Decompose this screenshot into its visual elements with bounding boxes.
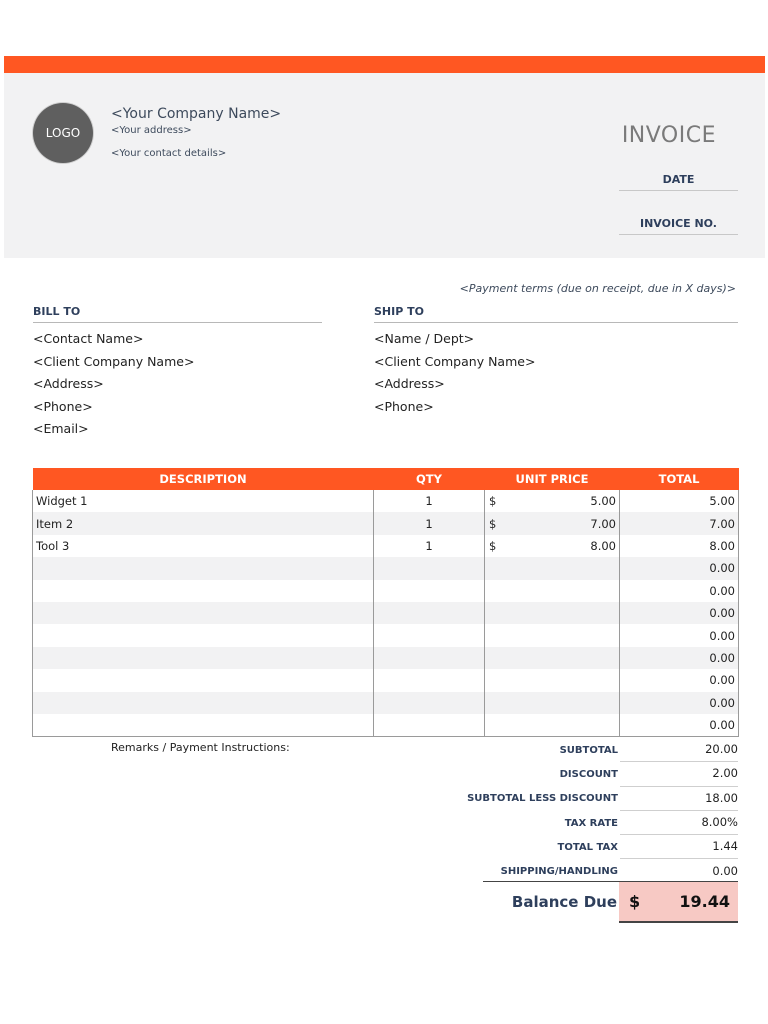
item-total: 0.00: [620, 669, 739, 691]
remarks-label: Remarks / Payment Instructions:: [111, 741, 290, 754]
item-unit-price-cell: [485, 647, 620, 669]
summary-row: [440, 811, 738, 835]
ship-to-address: <Address>: [374, 376, 445, 391]
item-total: 0.00: [620, 647, 739, 669]
item-description: [33, 624, 374, 646]
summary-label: SUBTOTAL LESS DISCOUNT: [467, 793, 618, 805]
item-unit-price-cell: [485, 580, 620, 602]
summary-value: 1.44: [620, 835, 738, 859]
item-qty: 1: [374, 535, 485, 557]
item-description: Item 2: [33, 512, 374, 534]
company-address: <Your address>: [111, 125, 192, 136]
table-row: [33, 490, 739, 512]
summary-value: 2.00: [620, 762, 738, 786]
bill-to-section: [33, 305, 322, 444]
ship-to-phone: <Phone>: [374, 398, 434, 414]
summary-value: 20.00: [620, 738, 738, 762]
ship-to-section: [374, 305, 738, 421]
summary-row: [440, 787, 738, 811]
table-row: [33, 692, 739, 714]
item-unit-price-cell: [485, 512, 620, 534]
item-total: 0.00: [620, 557, 739, 579]
table-row: [33, 557, 739, 579]
item-unit-price: 5.00: [590, 494, 616, 509]
summary-row: [440, 738, 738, 762]
item-description: [33, 669, 374, 691]
item-unit-price-cell: [485, 624, 620, 646]
item-qty: [374, 557, 485, 579]
balance-due-amount: 19.44: [679, 892, 730, 911]
accent-bar: [4, 56, 765, 73]
ship-to-name: <Name / Dept>: [374, 331, 475, 346]
summary-value: 0.00: [712, 863, 738, 878]
item-description: [33, 580, 374, 602]
table-row: [33, 669, 739, 691]
item-total: 0.00: [620, 602, 739, 624]
item-unit-price-cell: [485, 490, 620, 512]
summary-label: SUBTOTAL: [559, 744, 618, 756]
item-unit-price-cell: [485, 714, 620, 737]
table-row: [33, 602, 739, 624]
company-logo: LOGO: [33, 103, 93, 163]
column-header-description: DESCRIPTION: [33, 468, 374, 490]
totals-summary: [440, 738, 738, 884]
item-description: [33, 602, 374, 624]
item-qty: [374, 602, 485, 624]
line-items-table: [32, 468, 739, 737]
item-total: 5.00: [620, 490, 739, 512]
item-unit-price-cell: [485, 692, 620, 714]
company-name: <Your Company Name>: [111, 106, 282, 122]
payment-terms: <Payment terms (due on receipt, due in X days)>: [459, 282, 736, 295]
bill-to-email: <Email>: [33, 421, 89, 436]
ship-to-company: <Client Company Name>: [374, 353, 536, 369]
column-header-unit-price: UNIT PRICE: [485, 468, 620, 490]
item-qty: [374, 714, 485, 737]
column-header-qty: QTY: [374, 468, 485, 490]
item-total: 0.00: [620, 580, 739, 602]
item-description: Tool 3: [33, 535, 374, 557]
currency-symbol: $: [489, 538, 497, 553]
item-qty: [374, 580, 485, 602]
item-qty: 1: [374, 512, 485, 534]
item-qty: [374, 692, 485, 714]
item-unit-price: 7.00: [590, 516, 616, 531]
item-total: 0.00: [620, 714, 739, 737]
summary-row: [440, 835, 738, 859]
balance-due-label: Balance Due: [511, 893, 617, 911]
item-total: 7.00: [620, 512, 739, 534]
item-qty: [374, 669, 485, 691]
item-qty: 1: [374, 490, 485, 512]
item-qty: [374, 624, 485, 646]
item-unit-price-cell: [485, 535, 620, 557]
item-unit-price-cell: [485, 669, 620, 691]
currency-symbol: $: [489, 516, 497, 531]
item-total: 0.00: [620, 692, 739, 714]
item-unit-price-cell: [485, 602, 620, 624]
summary-label: TAX RATE: [564, 817, 618, 829]
bill-to-contact: <Contact Name>: [33, 331, 144, 346]
item-description: Widget 1: [33, 490, 374, 512]
summary-value: 18.00: [620, 787, 738, 811]
bill-to-address: <Address>: [33, 376, 104, 391]
item-description: [33, 647, 374, 669]
table-row: [33, 714, 739, 737]
summary-label: DISCOUNT: [559, 768, 618, 780]
item-unit-price-cell: [485, 557, 620, 579]
bill-to-phone: <Phone>: [33, 398, 93, 414]
invoice-number-label: INVOICE NO.: [619, 217, 738, 235]
balance-due-box: [619, 882, 738, 923]
table-row: [33, 624, 739, 646]
item-qty: [374, 647, 485, 669]
column-header-total: TOTAL: [620, 468, 739, 490]
summary-label: SHIPPING/HANDLING: [500, 866, 618, 878]
table-header-row: [33, 468, 739, 490]
summary-label: TOTAL TAX: [557, 841, 618, 853]
summary-value: 8.00%: [620, 811, 738, 835]
table-row: [33, 512, 739, 534]
summary-row: [440, 762, 738, 786]
item-description: [33, 557, 374, 579]
table-row: [33, 535, 739, 557]
balance-currency: $: [629, 892, 641, 911]
item-total: 0.00: [620, 624, 739, 646]
item-total: 8.00: [620, 535, 739, 557]
item-description: [33, 714, 374, 737]
company-contact: <Your contact details>: [111, 148, 227, 159]
ship-to-heading: SHIP TO: [374, 305, 738, 323]
date-label: DATE: [619, 173, 738, 191]
item-description: [33, 692, 374, 714]
table-row: [33, 647, 739, 669]
bill-to-heading: BILL TO: [33, 305, 322, 323]
table-row: [33, 580, 739, 602]
currency-symbol: $: [489, 494, 497, 509]
item-unit-price: 8.00: [590, 538, 616, 553]
bill-to-company: <Client Company Name>: [33, 353, 195, 369]
invoice-title: INVOICE: [621, 123, 716, 148]
